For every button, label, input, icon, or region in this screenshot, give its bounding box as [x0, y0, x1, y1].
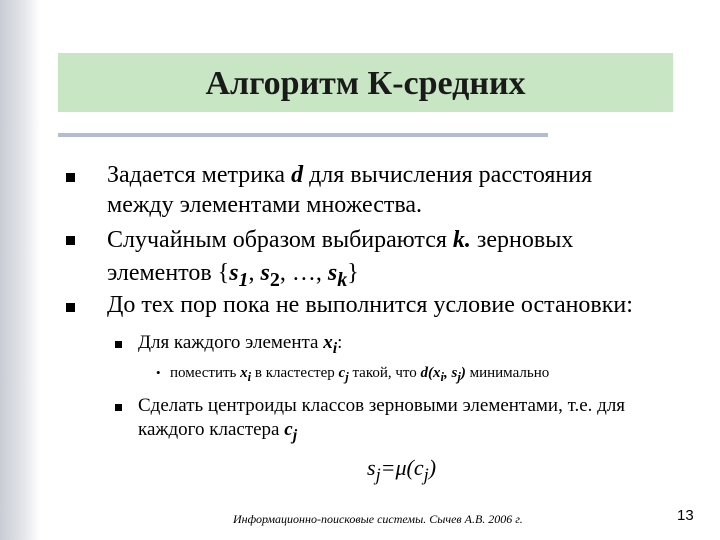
sub-bullet-2-line-2: каждого кластера $c_j$: [138, 419, 298, 444]
bullet-1-line-2: между элементами множества.: [107, 192, 423, 218]
footer-text: Информационно-поисковые системы. Сычев А.В. 2006 г.: [233, 512, 523, 526]
bullet-1-line-1: Задается метрика d для вычисления расстояния: [107, 162, 593, 188]
sub-sub-bullet-1: поместить $x_i$ в кластестер $c_j$ такой, что $d(x_i$, $s_j$) минимально: [170, 365, 550, 384]
page-number: 13: [677, 507, 694, 524]
sub-bullet-2-line-1: Сделать центроиды классов зерновыми элементами, т.е. для: [138, 395, 626, 416]
bullet-3: До тех пор пока не выполнится условие остановки:: [107, 292, 633, 318]
sub-bullet-marker: [115, 404, 122, 411]
sub-bullet-1: Для каждого элемента $x_i$:: [138, 332, 343, 357]
centroid-formula: $s_j=\mu(c_j)$: [367, 455, 437, 485]
left-gradient-band: [0, 0, 40, 540]
sub-sub-bullet-marker: •: [156, 365, 161, 380]
bullet-2-line-2: элементов {$s_1$, $s_2$, …, $s_k$}: [107, 260, 359, 291]
title-underline: [58, 133, 548, 137]
slide-title: Алгоритм К-средних: [205, 65, 526, 102]
bullet-marker: [66, 173, 75, 182]
bullet-marker: [66, 236, 75, 245]
bullet-marker: [66, 303, 75, 312]
bullet-2-line-1: Случайным образом выбираются k. зерновых: [107, 227, 574, 253]
sub-bullet-marker: [115, 341, 122, 348]
